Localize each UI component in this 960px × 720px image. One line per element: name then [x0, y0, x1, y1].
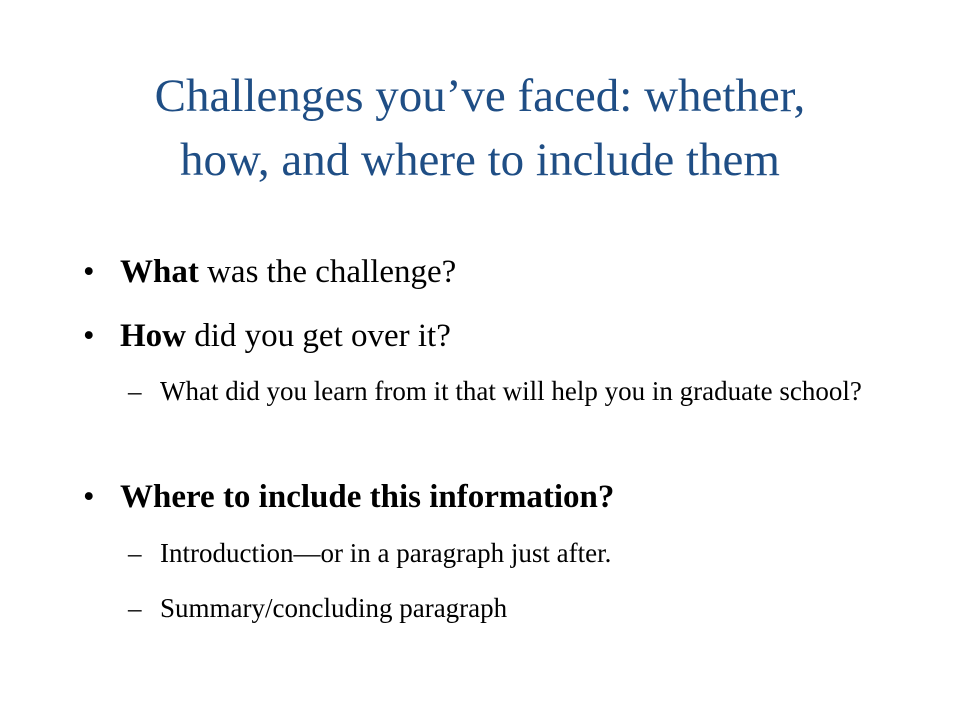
subbullet-marker: –	[128, 538, 142, 568]
bullet-text	[120, 477, 614, 517]
bullet-text	[120, 316, 451, 356]
subbullet-marker: –	[128, 376, 142, 406]
slide-title-line-2: how, and where to include them	[180, 134, 780, 186]
slide-title	[60, 64, 900, 192]
subbullet-text: What did you learn from it that will help you in graduate school?	[160, 376, 862, 406]
bullet-rest: did you get over it?	[186, 318, 451, 354]
bullet-emphasis: What	[120, 254, 199, 290]
subbullet-text: Introduction—or in a paragraph just after.	[160, 538, 612, 568]
subbullet-marker: –	[128, 593, 142, 623]
bullet-emphasis: Where to include this information?	[120, 479, 615, 515]
bullet-emphasis: How	[120, 318, 186, 354]
slide-title-line-1: Challenges you’ve faced: whether,	[154, 70, 806, 122]
bullet-marker: •	[83, 318, 95, 354]
bullet-marker: •	[83, 479, 95, 515]
bullet-text	[120, 252, 456, 292]
subbullet-text: Summary/concluding paragraph	[160, 593, 508, 623]
bullet-marker: •	[83, 254, 95, 290]
bullet-rest: was the challenge?	[198, 254, 457, 290]
